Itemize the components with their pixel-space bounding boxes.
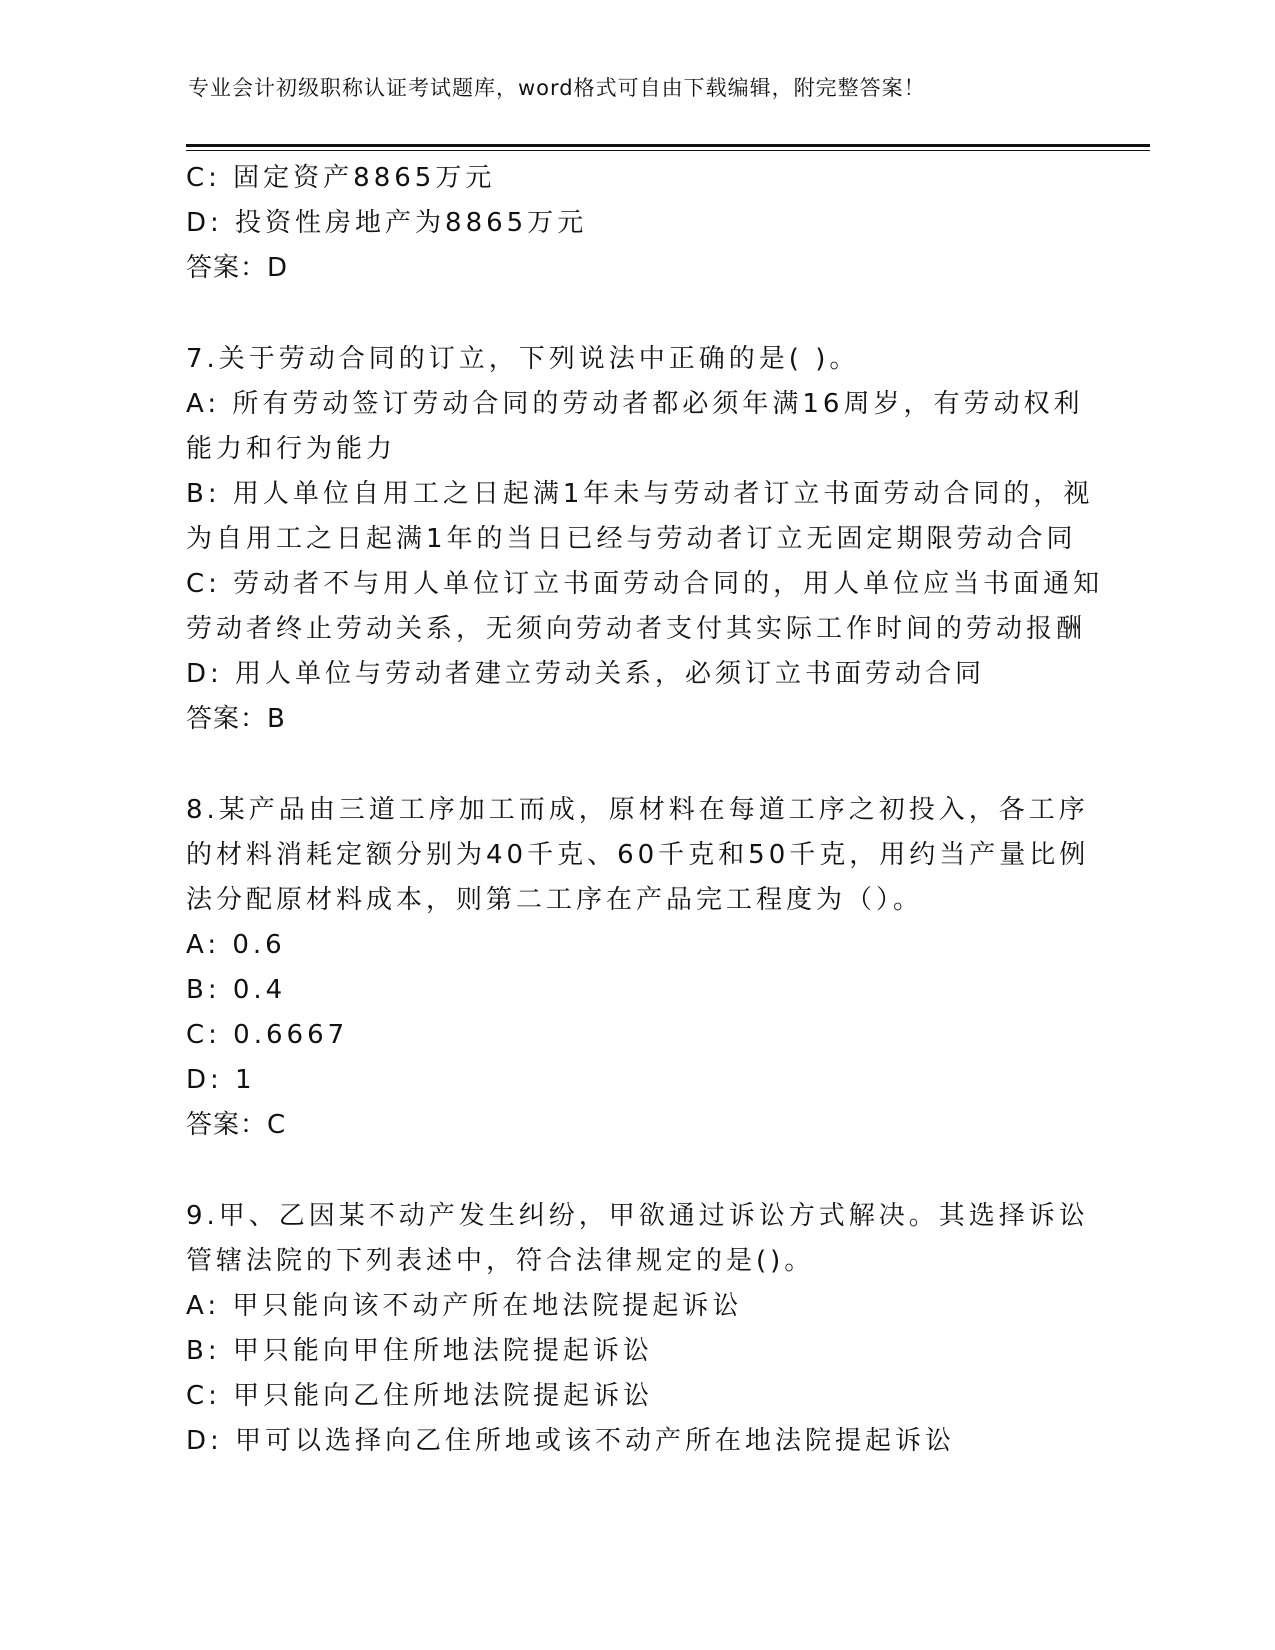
q9-option-d: D: 甲可以选择向乙住所地或该不动产所在地法院提起诉讼: [186, 1426, 956, 1456]
q8-stem-line2: 的材料消耗定额分别为40千克、60千克和50千克，用约当产量比例: [186, 840, 1090, 870]
q7-option-d: D: 用人单位与劳动者建立劳动关系，必须订立书面劳动合同: [186, 659, 986, 689]
q8-option-d: D: 1: [186, 1065, 256, 1095]
q8-stem-line1: 8.某产品由三道工序加工而成，原材料在每道工序之初投入，各工序: [186, 795, 1089, 825]
q8-stem-line3: 法分配原材料成本，则第二工序在产品完工程度为（）。: [186, 885, 924, 915]
question-content: [186, 156, 1104, 1464]
q7-stem: 7.关于劳动合同的订立，下列说法中正确的是( )。: [186, 344, 860, 374]
q7-option-a-line1: A: 所有劳动签订劳动合同的劳动者都必须年满16周岁，有劳动权利: [186, 389, 1084, 419]
q7-option-b-line2: 为自用工之日起满1年的当日已经与劳动者订立无固定期限劳动合同: [186, 524, 1077, 554]
q6-option-c: C: 固定资产8865万元: [186, 163, 496, 193]
q8-answer: 答案：C: [186, 1110, 287, 1140]
q9-stem-line2: 管辖法院的下列表述中，符合法律规定的是()。: [186, 1246, 815, 1276]
header-rule-thin: [186, 150, 1150, 151]
spacer: [186, 742, 1086, 788]
q8-option-b: B: 0.4: [186, 975, 287, 1005]
q8-option-c: C: 0.6667: [186, 1020, 349, 1050]
q9-option-b: B: 甲只能向甲住所地法院提起诉讼: [186, 1336, 653, 1366]
q7-option-c-line1: C: 劳动者不与用人单位订立书面劳动合同的，用人单位应当书面通知: [186, 569, 1104, 599]
q9-option-a: A: 甲只能向该不动产所在地法院提起诉讼: [186, 1291, 743, 1321]
q7-option-c-line2: 劳动者终止劳动关系，无须向劳动者支付其实际工作时间的劳动报酬: [186, 614, 1087, 644]
header-rule-thick: [186, 144, 1150, 147]
q8-option-a: A: 0.6: [186, 930, 286, 960]
q9-stem-line1: 9.甲、乙因某不动产发生纠纷，甲欲通过诉讼方式解决。其选择诉讼: [186, 1201, 1089, 1231]
q9-option-c: C: 甲只能向乙住所地法院提起诉讼: [186, 1381, 654, 1411]
spacer: [186, 291, 1086, 337]
spacer: [186, 1148, 1086, 1194]
q6-option-d: D: 投资性房地产为8865万元: [186, 208, 588, 238]
q7-option-b-line1: B: 用人单位自用工之日起满1年未与劳动者订立书面劳动合同的，视: [186, 479, 1094, 509]
page-header: 专业会计初级职称认证考试题库，word格式可自由下载编辑，附完整答案！: [188, 76, 926, 100]
q7-option-a-line2: 能力和行为能力: [186, 434, 397, 464]
q6-answer: 答案：D: [186, 253, 289, 283]
q7-answer: 答案：B: [186, 704, 286, 734]
